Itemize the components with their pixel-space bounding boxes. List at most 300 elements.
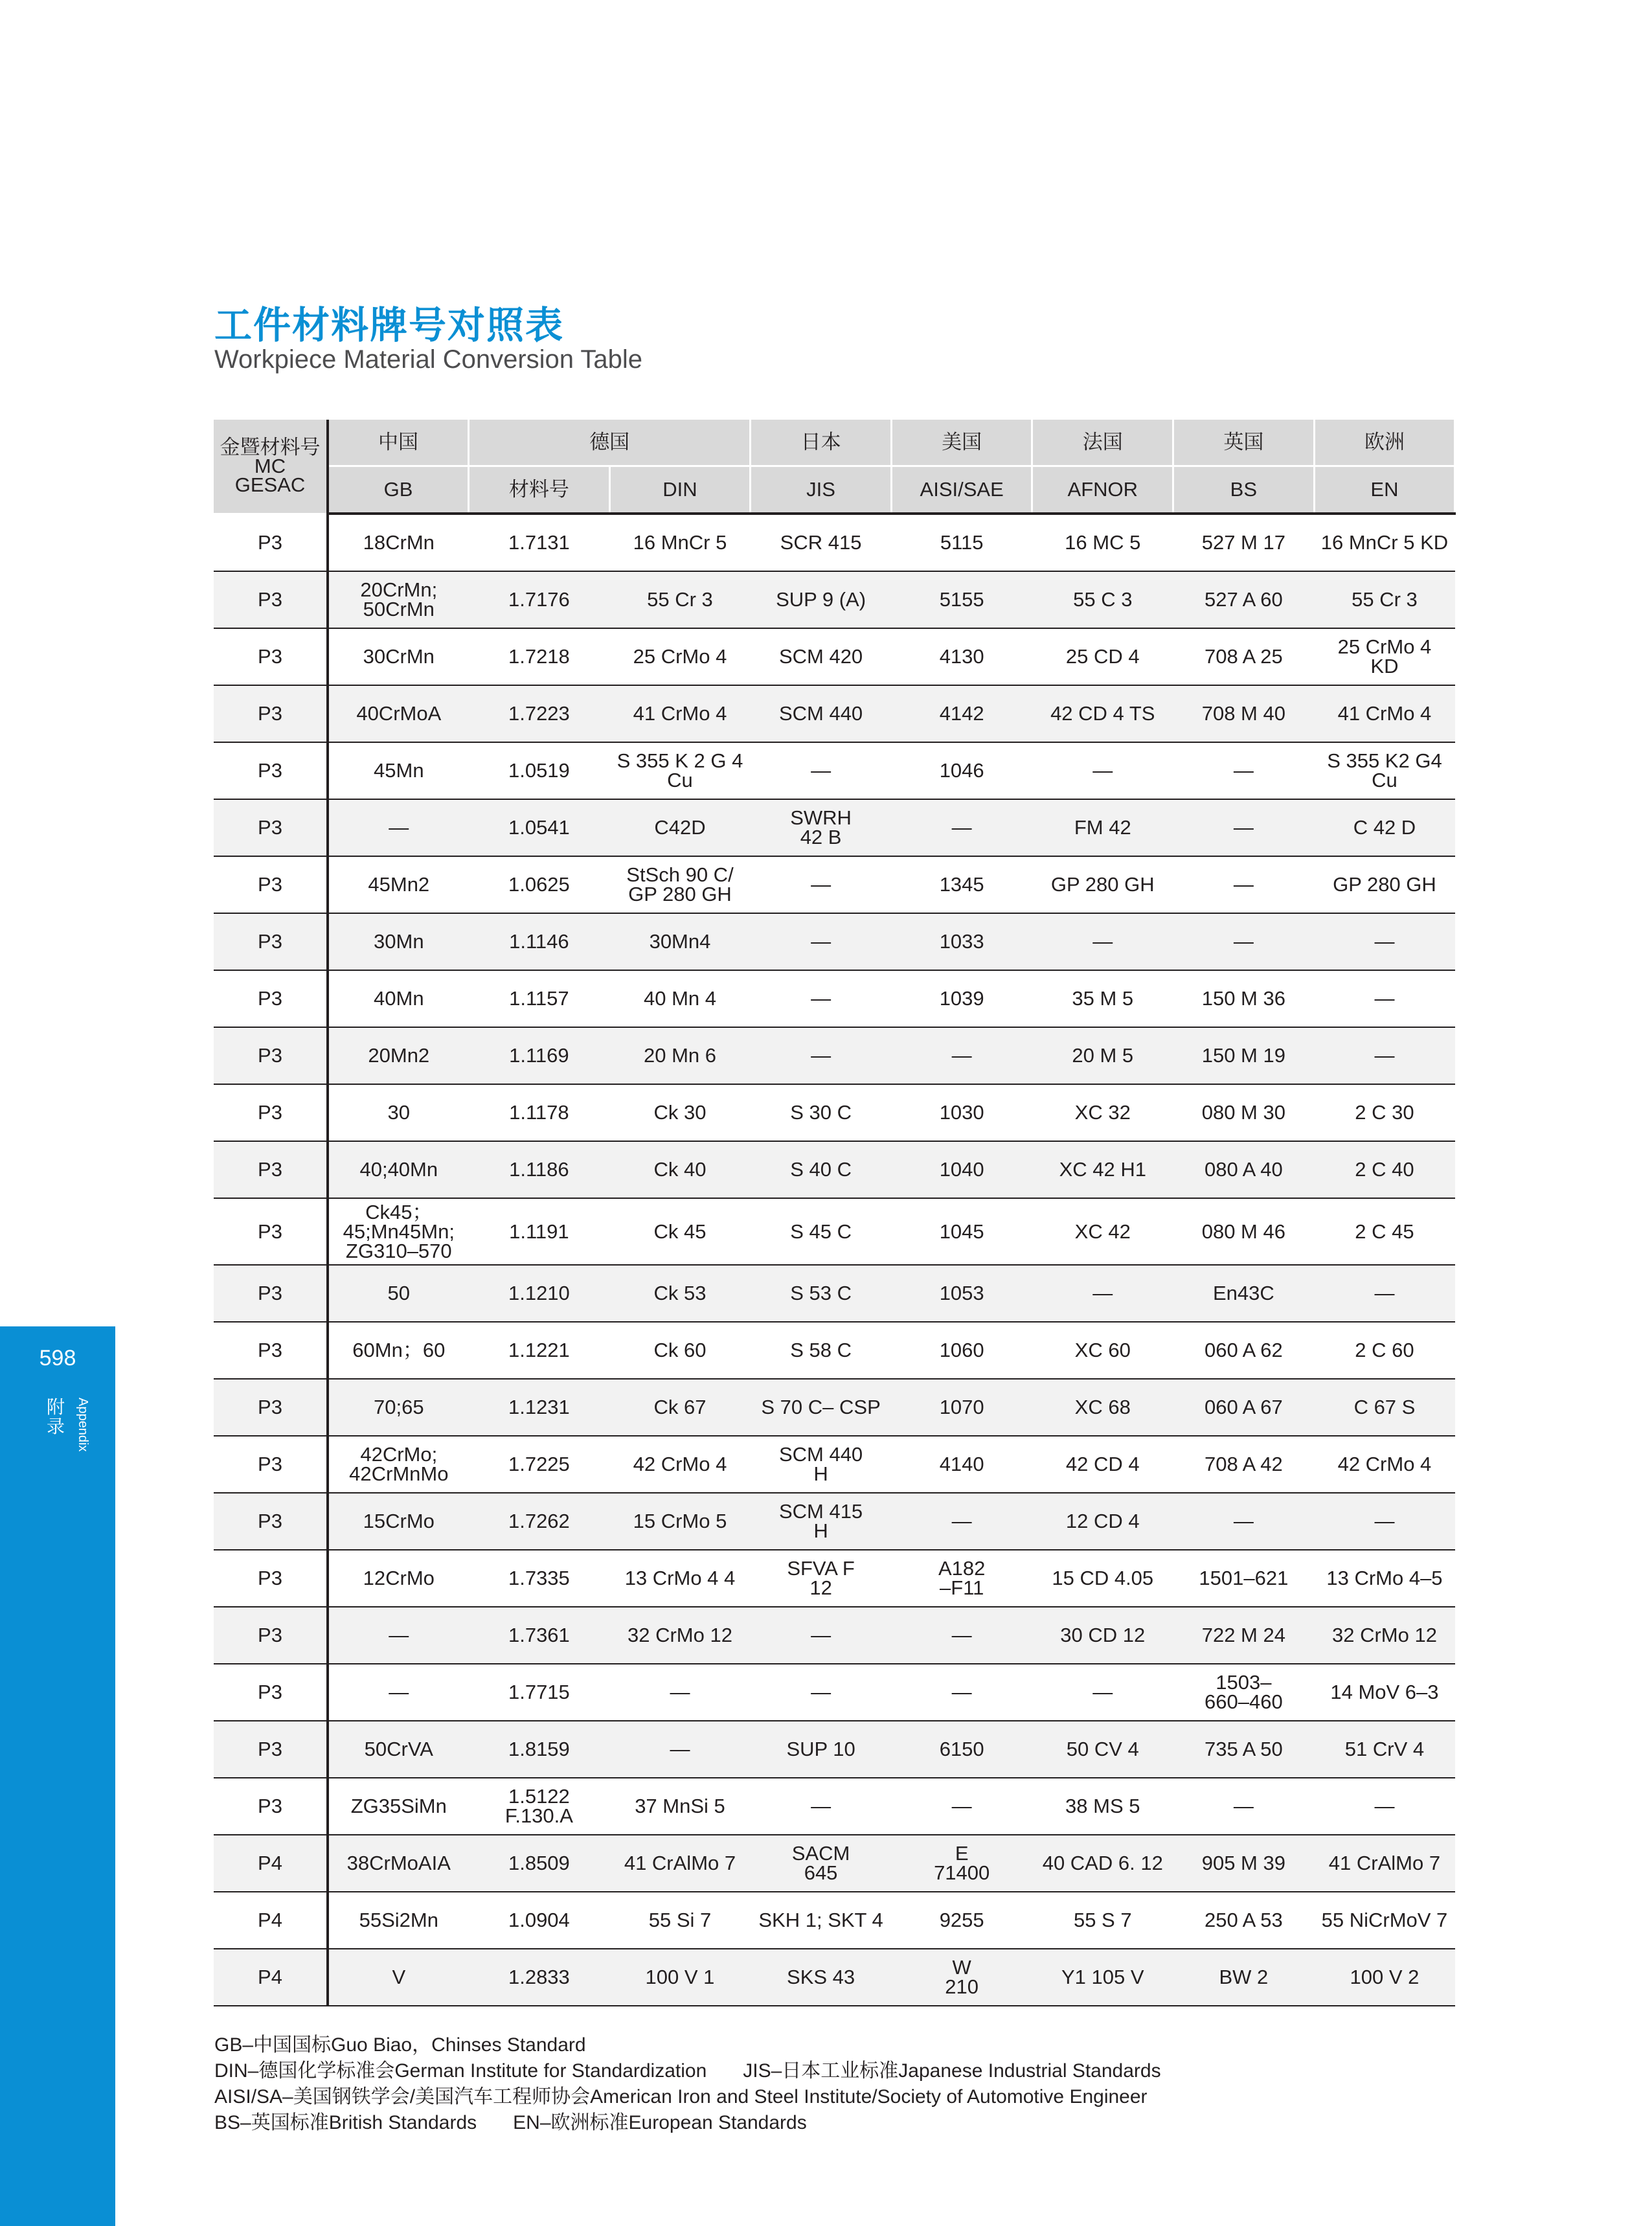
cell-line: 55 C 3 [1073, 588, 1133, 611]
table-cell [751, 1892, 892, 1949]
mc-grade-cell [214, 1322, 328, 1379]
table-cell [1173, 1721, 1315, 1778]
table-cell [328, 1550, 469, 1607]
cell-line: S 70 C– CSP [761, 1396, 881, 1418]
cell-line: 15 CD 4.05 [1052, 1567, 1154, 1589]
header-country: 日本 [751, 420, 892, 466]
cell-line: — [951, 1044, 972, 1067]
cell-line: StSch 90 C/ [626, 863, 734, 886]
cell-line: — [811, 759, 832, 782]
cell-line: — [389, 816, 409, 839]
table-cell [1314, 1027, 1455, 1084]
table-cell [328, 1949, 469, 2006]
cell-line: 40 CAD 6. 12 [1042, 1852, 1163, 1874]
cell-line: — [1374, 987, 1395, 1010]
table-cell [891, 1835, 1032, 1892]
footnote-bs: BS–英国标准British Standards [214, 2112, 477, 2133]
table-cell [328, 685, 469, 742]
cell-line: — [1374, 1282, 1395, 1304]
cell-line: 14 MoV 6–3 [1330, 1681, 1439, 1703]
cell-line: Y1 105 V [1061, 1966, 1144, 1988]
cell-line: 1501–621 [1199, 1567, 1289, 1589]
table-cell [609, 1892, 751, 1949]
header-row-standards [214, 466, 1455, 514]
cell-line: F.130.A [504, 1804, 573, 1827]
cell-line: — [951, 1795, 972, 1817]
sidebar-band [0, 1326, 115, 2226]
cell-line: S 58 C [790, 1339, 852, 1361]
table-cell [609, 1550, 751, 1607]
cell-line: — [811, 1681, 832, 1703]
table-row [214, 1721, 1455, 1778]
mc-grade-cell [214, 1550, 328, 1607]
cell-line: 1070 [939, 1396, 984, 1418]
table-cell [751, 1664, 892, 1721]
conversion-table [214, 420, 1456, 2006]
cell-line: 51 CrV 4 [1344, 1738, 1425, 1760]
table-row [214, 970, 1455, 1027]
header-country: 中国 [328, 420, 469, 466]
table-cell [1314, 1835, 1455, 1892]
table-row [214, 571, 1455, 628]
table-cell [1314, 685, 1455, 742]
table-cell [1314, 1493, 1455, 1550]
table-cell [1032, 685, 1173, 742]
table-cell [469, 799, 610, 856]
table-cell [1032, 628, 1173, 685]
table-cell [1173, 514, 1315, 571]
cell-line: — [811, 1624, 832, 1646]
table-cell [609, 1664, 751, 1721]
table-cell [1314, 1550, 1455, 1607]
mc-grade-cell [214, 1778, 328, 1835]
cell-line: P3 [258, 1738, 282, 1760]
mc-grade-cell [214, 1892, 328, 1949]
cell-line: SCM 440 [778, 702, 863, 725]
table-cell [328, 1835, 469, 1892]
table-cell [1173, 1141, 1315, 1198]
table-cell [1032, 1949, 1173, 2006]
cell-line: V [392, 1966, 406, 1988]
cell-line: A182 [938, 1557, 986, 1580]
table-cell [891, 1027, 1032, 1084]
table-cell [1032, 913, 1173, 970]
table-cell [1314, 742, 1455, 799]
cell-line: 18CrMn [363, 531, 435, 554]
cell-line: XC 60 [1074, 1339, 1131, 1361]
table-cell [891, 1493, 1032, 1550]
cell-line: 45;Mn45Mn; [343, 1220, 455, 1243]
cell-line: 735 A 50 [1205, 1738, 1283, 1760]
mc-grade-cell [214, 1664, 328, 1721]
cell-line: Ck45； [365, 1200, 433, 1223]
cell-line: — [1092, 1681, 1113, 1703]
table-row [214, 1322, 1455, 1379]
table-cell [609, 742, 751, 799]
table-cell [609, 514, 751, 571]
table-cell [751, 514, 892, 571]
table-row [214, 685, 1455, 742]
cell-line: 12 [809, 1576, 832, 1599]
table-cell [1032, 571, 1173, 628]
cell-line: P3 [258, 588, 282, 611]
cell-line: P3 [258, 987, 282, 1010]
cell-line: 32 CrMo 12 [628, 1624, 732, 1646]
table-cell [1173, 1835, 1315, 1892]
mc-grade-cell [214, 1379, 328, 1436]
table-cell [1173, 1379, 1315, 1436]
cell-line: P3 [258, 1339, 282, 1361]
cell-line: — [670, 1738, 690, 1760]
table-cell [328, 913, 469, 970]
cell-line: 080 M 30 [1201, 1101, 1285, 1124]
cell-line: — [1233, 1795, 1254, 1817]
cell-line: — [1233, 873, 1254, 896]
table-cell [1173, 1949, 1315, 2006]
page-title-cn: 工件材料牌号对照表 [214, 304, 565, 346]
cell-line: 2 C 45 [1355, 1220, 1414, 1243]
cell-line: — [1374, 1044, 1395, 1067]
cell-line: — [1233, 759, 1254, 782]
table-cell [469, 1379, 610, 1436]
table-cell [328, 856, 469, 913]
cell-line: 50CrVA [364, 1738, 433, 1760]
table-cell [891, 1778, 1032, 1835]
table-cell [609, 628, 751, 685]
table-cell [609, 970, 751, 1027]
table-cell [1032, 1835, 1173, 1892]
footnote-line [214, 2058, 1161, 2084]
table-cell [891, 1949, 1032, 2006]
cell-line: Ck 30 [653, 1101, 707, 1124]
table-cell [1173, 856, 1315, 913]
table-cell [1032, 1027, 1173, 1084]
table-cell [751, 1949, 892, 2006]
cell-line: 16 MnCr 5 KD [1320, 531, 1449, 554]
cell-line: P3 [258, 1510, 282, 1532]
header-standard: BS [1173, 466, 1315, 514]
cell-line: 42 B [800, 826, 842, 848]
table-cell [609, 685, 751, 742]
cell-line: 50 [387, 1282, 411, 1304]
cell-line: — [811, 987, 832, 1010]
table-cell [1032, 742, 1173, 799]
table-cell [1314, 1949, 1455, 2006]
table-cell [891, 1084, 1032, 1141]
cell-line: — [389, 1624, 409, 1646]
header-standard: DIN [609, 466, 751, 514]
cell-line: 1.1146 [509, 930, 569, 953]
table-cell [328, 1721, 469, 1778]
cell-line: — [670, 1681, 690, 1703]
table-cell [609, 1436, 751, 1493]
cell-line: — [1233, 1510, 1254, 1532]
cell-line: 6150 [939, 1738, 984, 1760]
table-cell [751, 1721, 892, 1778]
table-cell [1032, 1141, 1173, 1198]
table-cell [891, 742, 1032, 799]
cell-line: 9255 [939, 1909, 984, 1931]
table-cell [1314, 1436, 1455, 1493]
cell-line: 38CrMoAIA [346, 1852, 451, 1874]
cell-line: P3 [258, 530, 282, 554]
table-cell [609, 1084, 751, 1141]
footnote-gb: GB–中国国标Guo Biao，Chinses Standard [214, 2034, 586, 2056]
cell-line: 16 MC 5 [1065, 531, 1141, 554]
header-standard: AISI/SAE [891, 466, 1032, 514]
table-cell [1032, 1436, 1173, 1493]
table-cell [751, 1265, 892, 1322]
table-row [214, 742, 1455, 799]
table-cell [328, 1493, 469, 1550]
cell-line: XC 32 [1074, 1101, 1131, 1124]
cell-line: 080 M 46 [1201, 1220, 1285, 1243]
cell-line: P3 [258, 702, 282, 725]
cell-line: 20CrMn; [360, 578, 438, 601]
cell-line: H [813, 1519, 828, 1542]
cell-line: 55 S 7 [1073, 1909, 1132, 1931]
table-cell [751, 799, 892, 856]
cell-line: — [951, 1681, 972, 1703]
cell-line: — [951, 1624, 972, 1646]
table-cell [469, 1493, 610, 1550]
footnote-line [214, 2032, 1161, 2058]
table-cell [1032, 1322, 1173, 1379]
table-cell [1173, 1607, 1315, 1664]
table-cell [1173, 1892, 1315, 1949]
table-cell [469, 1607, 610, 1664]
table-cell [1314, 1778, 1455, 1835]
table-cell [891, 1141, 1032, 1198]
cell-line: — [811, 1795, 832, 1817]
cell-line: 1.7335 [508, 1567, 570, 1589]
cell-line: FM 42 [1074, 816, 1131, 839]
cell-line: 5155 [939, 588, 984, 611]
header-row-countries [214, 420, 1455, 466]
table-cell [891, 799, 1032, 856]
table-cell [891, 1721, 1032, 1778]
table-cell [609, 799, 751, 856]
cell-line: 1.7361 [508, 1624, 570, 1646]
mc-grade-cell [214, 571, 328, 628]
cell-line: 40;40Mn [359, 1158, 438, 1181]
table-cell [751, 685, 892, 742]
cell-line: 060 A 67 [1205, 1396, 1283, 1418]
mc-grade-cell [214, 1198, 328, 1265]
mc-grade-cell [214, 1607, 328, 1664]
cell-line: 1.7223 [508, 702, 570, 725]
table-cell [1314, 1892, 1455, 1949]
cell-line: 1.1157 [509, 987, 569, 1010]
cell-line: 12 CD 4 [1065, 1510, 1140, 1532]
table-cell [1314, 970, 1455, 1027]
header-country: 欧洲 [1314, 420, 1455, 466]
table-cell [328, 1607, 469, 1664]
cell-line: 45Mn2 [368, 873, 430, 896]
footnotes [214, 2032, 1161, 2136]
cell-line: 55Si2Mn [359, 1909, 438, 1931]
header-corner-line: GESAC [234, 473, 306, 497]
mc-grade-cell [214, 1265, 328, 1322]
table-cell [469, 913, 610, 970]
table-cell [469, 571, 610, 628]
cell-line: 660–460 [1205, 1690, 1283, 1713]
cell-line: 55 NiCrMoV 7 [1321, 1909, 1448, 1931]
page-number: 598 [39, 1346, 76, 1370]
cell-line: 1345 [939, 873, 984, 896]
cell-line: 42 CrMo 4 [633, 1453, 727, 1475]
cell-line: BW 2 [1219, 1966, 1269, 1988]
cell-line: 50CrMn [363, 598, 435, 620]
mc-grade-cell [214, 856, 328, 913]
table-cell [751, 913, 892, 970]
table-cell [1314, 514, 1455, 571]
table-cell [1032, 1550, 1173, 1607]
table-cell [1032, 856, 1173, 913]
table-cell [1032, 1084, 1173, 1141]
cell-line: 1033 [939, 930, 984, 953]
cell-line: GP 280 GH [1333, 873, 1436, 896]
cell-line: SKH 1; SKT 4 [758, 1909, 883, 1931]
table-cell [751, 1379, 892, 1436]
table-row [214, 1084, 1455, 1141]
header-corner-line: 金暨材料号 [220, 436, 321, 459]
cell-line: — [1233, 816, 1254, 839]
table-cell [469, 1027, 610, 1084]
cell-line: 150 M 19 [1201, 1044, 1285, 1067]
cell-line: P3 [258, 1681, 282, 1703]
table-cell [1314, 1141, 1455, 1198]
cell-line: 645 [804, 1861, 838, 1884]
table-cell [751, 628, 892, 685]
header-standard: GB [328, 466, 469, 514]
mc-grade-cell [214, 685, 328, 742]
cell-line: 42 CrMo 4 [1337, 1453, 1432, 1475]
cell-line: S 40 C [790, 1158, 852, 1181]
cell-line: — [1233, 930, 1254, 953]
table-cell [1032, 1664, 1173, 1721]
cell-line: Ck 60 [653, 1339, 707, 1361]
table-cell [609, 1265, 751, 1322]
table-cell [609, 1835, 751, 1892]
table-cell [609, 571, 751, 628]
table-cell [1032, 1607, 1173, 1664]
cell-line: C 67 S [1353, 1396, 1416, 1418]
cell-line: P3 [258, 759, 282, 782]
table-cell [1173, 571, 1315, 628]
cell-line: 5115 [940, 531, 984, 554]
table-cell [609, 1493, 751, 1550]
header-standard: EN [1314, 466, 1455, 514]
cell-line: GP 280 GH [1050, 873, 1155, 896]
cell-line: 1040 [939, 1158, 984, 1181]
table-cell [609, 856, 751, 913]
table-cell [891, 856, 1032, 913]
cell-line: P4 [258, 1909, 282, 1931]
mc-grade-cell [214, 970, 328, 1027]
cell-line: P3 [258, 1158, 282, 1181]
table-cell [1173, 1550, 1315, 1607]
cell-line: 1.7225 [508, 1453, 570, 1475]
cell-line: 35 M 5 [1072, 987, 1134, 1010]
cell-line: 16 MnCr 5 [633, 531, 727, 554]
table-cell [328, 1027, 469, 1084]
cell-line: 55 Cr 3 [647, 588, 713, 611]
cell-line: 708 A 42 [1205, 1453, 1283, 1475]
table-cell [751, 1436, 892, 1493]
cell-line: 40 Mn 4 [643, 987, 716, 1010]
cell-line: C42D [654, 816, 706, 839]
cell-line: 1.1186 [509, 1158, 569, 1181]
cell-line: — [811, 930, 832, 953]
cell-line: 2 C 30 [1355, 1101, 1414, 1124]
cell-line: 42CrMnMo [349, 1462, 449, 1485]
mc-grade-cell [214, 1949, 328, 2006]
cell-line: 25 CrMo 4 [1337, 635, 1432, 658]
cell-line: S 355 K2 G4 [1327, 749, 1442, 772]
cell-line: 41 CrAlMo 7 [624, 1852, 736, 1874]
table-cell [891, 913, 1032, 970]
table-row [214, 1027, 1455, 1084]
table-row [214, 1607, 1455, 1664]
cell-line: 41 CrMo 4 [1337, 702, 1432, 725]
cell-line: 55 Si 7 [648, 1909, 712, 1931]
table-cell [751, 1141, 892, 1198]
cell-line: P3 [258, 1567, 282, 1589]
cell-line: — [1092, 1282, 1113, 1304]
cell-line: 100 V 2 [1350, 1966, 1420, 1988]
cell-line: W [952, 1956, 971, 1979]
table-cell [751, 1550, 892, 1607]
header-standard: JIS [751, 466, 892, 514]
table-row [214, 1550, 1455, 1607]
table-cell [1314, 1265, 1455, 1322]
table-cell [328, 1198, 469, 1265]
table-cell [469, 1322, 610, 1379]
table-cell [891, 1322, 1032, 1379]
table-body [214, 514, 1455, 2006]
table-cell [328, 571, 469, 628]
table-cell [1314, 856, 1455, 913]
cell-line: P3 [258, 1624, 282, 1646]
table-cell [328, 1664, 469, 1721]
mc-grade-cell [214, 1141, 328, 1198]
section-label-en: Appendix [76, 1398, 90, 1452]
table-cell [609, 1778, 751, 1835]
cell-line: P4 [258, 1852, 282, 1874]
table-cell [1032, 1721, 1173, 1778]
table-cell [751, 970, 892, 1027]
cell-line: 12CrMo [363, 1567, 435, 1589]
cell-line: 25 CrMo 4 [633, 645, 727, 668]
cell-line: 905 M 39 [1201, 1852, 1285, 1874]
cell-line: 1503– [1216, 1671, 1272, 1694]
table-cell [1173, 1664, 1315, 1721]
table-cell [891, 970, 1032, 1027]
table-cell [328, 1141, 469, 1198]
cell-line: P3 [258, 1795, 282, 1817]
table-cell [1173, 1436, 1315, 1493]
table-cell [891, 1198, 1032, 1265]
cell-line: P3 [258, 873, 282, 896]
cell-line: 100 V 1 [645, 1966, 715, 1988]
table-row [214, 1265, 1455, 1322]
table-row [214, 799, 1455, 856]
table-cell [1173, 628, 1315, 685]
footnote-line [214, 2084, 1161, 2110]
table-cell [1032, 1778, 1173, 1835]
mc-grade-cell [214, 742, 328, 799]
